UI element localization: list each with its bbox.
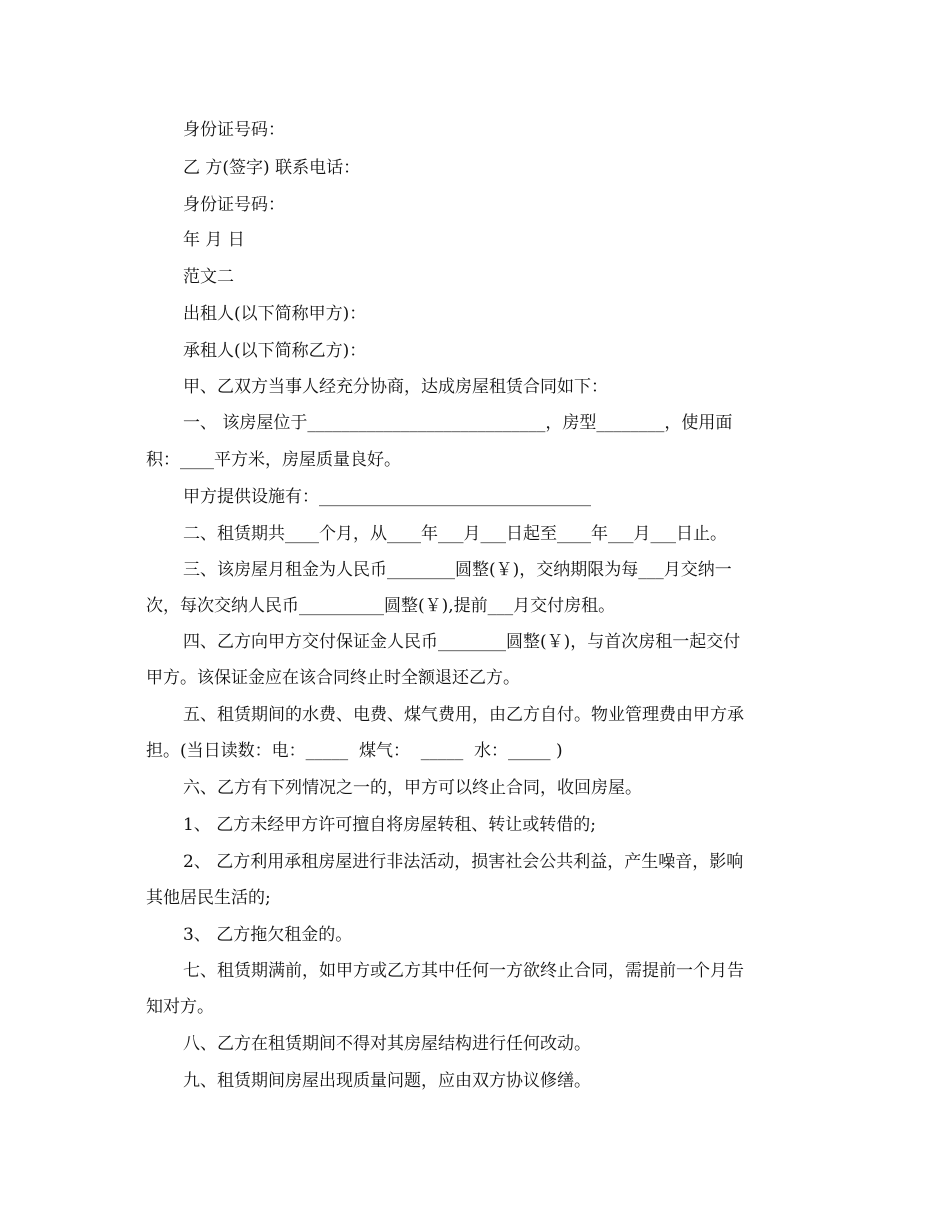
clause-5-line-2: 担。(当日读数：电：_____ 煤气： _____ 水：_____ )	[146, 741, 563, 761]
sample-heading: 范文二	[183, 267, 234, 287]
date-line: 年 月 日	[183, 230, 245, 250]
lessor-line: 出租人(以下简称甲方)：	[183, 304, 367, 324]
id-number-line-1: 身份证号码：	[183, 120, 285, 140]
clause-4-line-1: 四、乙方向甲方交付保证金人民币________圆整(￥)，与首次房租一起交付	[183, 632, 741, 652]
clause-5-line-1: 五、租赁期间的水费、电费、煤气费用，由乙方自付。物业管理费由甲方承	[183, 705, 744, 725]
clause-6-item-1: 1、 乙方未经甲方许可擅自将房屋转租、转让或转借的;	[183, 815, 596, 835]
clause-3-line-2: 次，每次交纳人民币__________圆整(￥),提前___月交付房租。	[146, 596, 616, 616]
clause-1-line-2: 积：____平方米，房屋质量良好。	[146, 450, 401, 470]
clause-7-line-2: 知对方。	[146, 997, 214, 1017]
facilities-line: 甲方提供设施有：________________________________	[183, 487, 591, 507]
clause-6-item-3: 3、 乙方拖欠租金的。	[183, 925, 353, 945]
clause-3-line-1: 三、该房屋月租金为人民币________圆整(￥)，交纳期限为每___月交纳一	[183, 560, 732, 580]
clause-9-line: 九、租赁期间房屋出现质量问题，应由双方协议修缮。	[183, 1071, 591, 1091]
clause-2-line: 二、租赁期共____个月，从____年___月___日起至____年___月___日止。	[183, 524, 727, 544]
clause-6-item-2-line-1: 2、 乙方利用承租房屋进行非法活动，损害社会公共利益，产生噪音，影响	[183, 852, 744, 872]
clause-7-line-1: 七、租赁期满前，如甲方或乙方其中任何一方欲终止合同，需提前一个月告	[183, 961, 744, 981]
agreement-intro: 甲、乙双方当事人经充分协商，达成房屋租赁合同如下：	[183, 377, 608, 397]
clause-8-line: 八、乙方在租赁期间不得对其房屋结构进行任何改动。	[183, 1034, 591, 1054]
clause-6-intro: 六、乙方有下列情况之一的，甲方可以终止合同，收回房屋。	[183, 778, 642, 798]
lessee-line: 承租人(以下简称乙方)：	[183, 341, 367, 361]
clause-4-line-2: 甲方。该保证金应在该合同终止时全额退还乙方。	[146, 668, 520, 688]
clause-1-line-1: 一、 该房屋位于____________________________，房型________，使用面	[183, 413, 733, 433]
id-number-line-2: 身份证号码：	[183, 195, 285, 215]
clause-6-item-2-line-2: 其他居民生活的;	[146, 888, 271, 908]
party-b-signature-line: 乙 方(签字) 联系电话：	[183, 158, 361, 178]
